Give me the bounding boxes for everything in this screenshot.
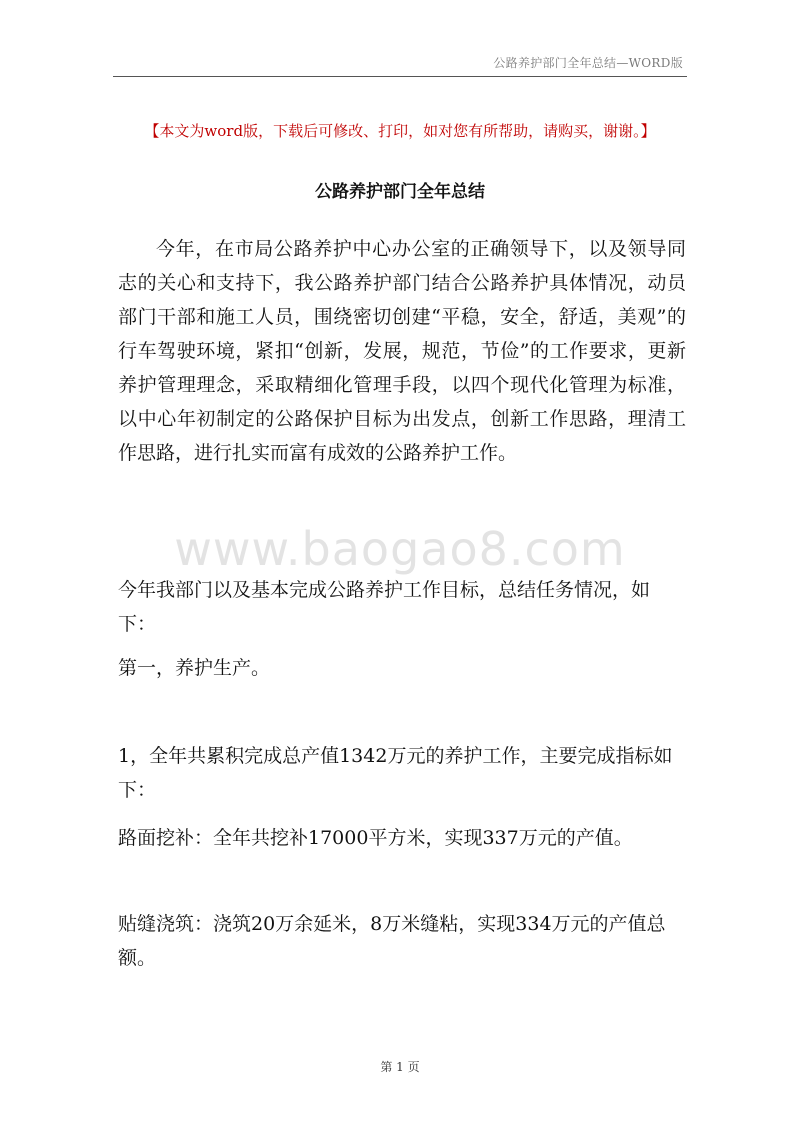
running-header: 公路养护部门全年总结—WORD版 [493, 56, 683, 70]
road-patch-paragraph: 路面挖补：全年共挖补17000平方米，实现337万元的产值。 [118, 827, 633, 849]
header-divider [113, 76, 687, 77]
document-title: 公路养护部门全年总结 [315, 182, 485, 202]
site-watermark: www.baogao8.com [174, 522, 626, 576]
page-number: 第 1 页 [380, 1060, 420, 1074]
section-heading-maintenance: 第一，养护生产。 [118, 657, 271, 679]
word-version-notice: 【本文为word版，下载后可修改、打印，如对您有所帮助，请购买，谢谢。】 [144, 122, 656, 140]
seam-pour-paragraph: 贴缝浇筑：浇筑20万余延米，8万米缝粘，实现334万元的产值总额。 [118, 913, 666, 969]
item-1-paragraph: 1，全年共累积完成总产值1342万元的养护工作，主要完成指标如下： [118, 745, 673, 801]
intro-paragraph: 今年，在市局公路养护中心办公室的正确领导下，以及领导同志的关心和支持下，我公路养护部门结合公路养护具体情况，动员部门干部和施工人员，围绕密切创建“平稳，安全，舒适，美观”的行车驾驶环境，紧扣“创新，发展，规范，节俭”的工作要求，更新养护管理理念，采取精细化管理手段，以四个现代化管理为标准，以中心年初制定的公路保护目标为出发点，创新工作思路，理清工作思路，进行扎实而富有成效的公路养护工作。 [118, 238, 686, 464]
summary-paragraph: 今年我部门以及基本完成公路养护工作目标，总结任务情况，如下： [118, 579, 651, 635]
